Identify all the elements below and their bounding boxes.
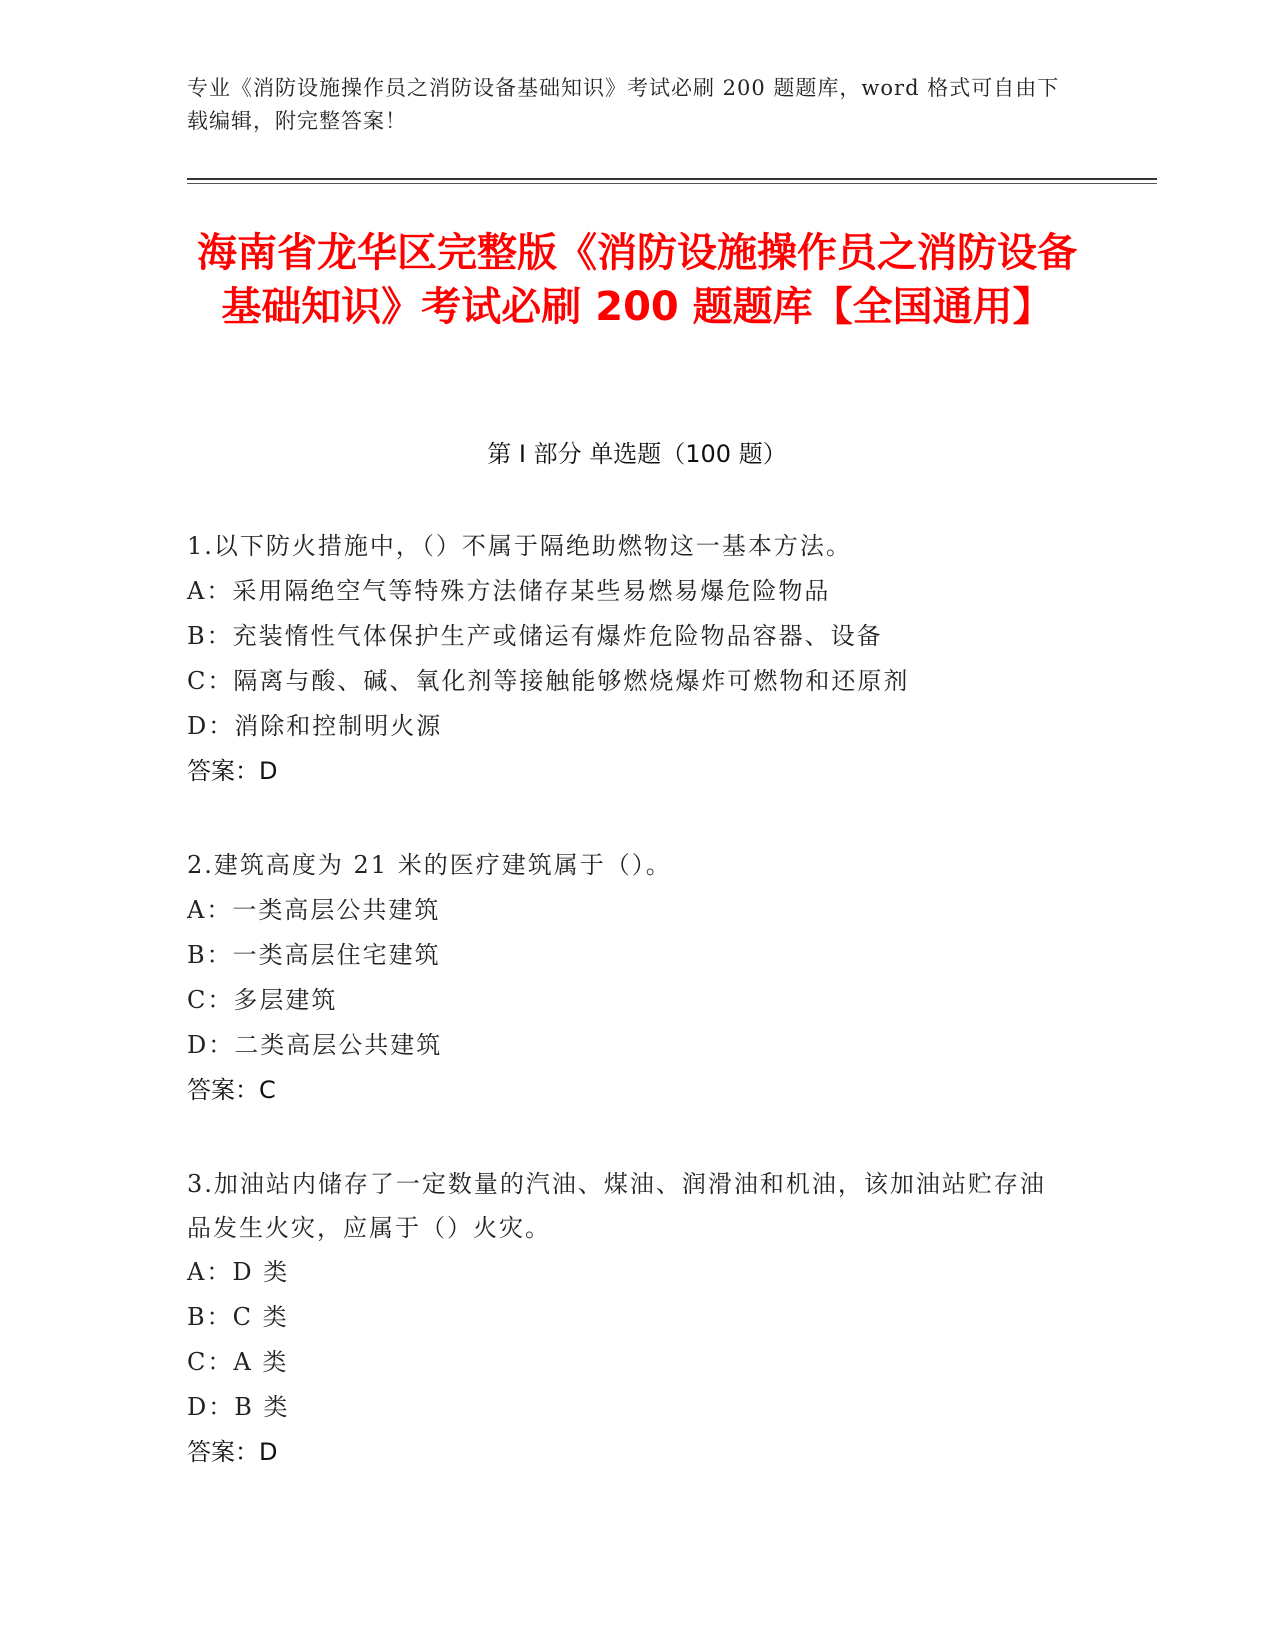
option-d: D：消除和控制明火源 [187,712,443,740]
question-stem: 3.加油站内储存了一定数量的汽油、煤油、润滑油和机油，该加油站贮存油品发生火灾，应属于（）火灾。 [187,1170,1046,1242]
option-b: B：C 类 [187,1303,289,1331]
document-title: 海南省龙华区完整版《消防设施操作员之消防设备基础知识》考试必刷 200 题题库【全国通用】 [197,230,1077,330]
option-a: A：采用隔绝空气等特殊方法储存某些易燃易爆危险物品 [187,577,831,605]
question-stem: 2.建筑高度为 21 米的医疗建筑属于（）。 [187,851,672,879]
option-c: C：A 类 [187,1348,289,1376]
question-2 [187,843,1067,1113]
header-note: 专业《消防设施操作员之消防设备基础知识》考试必刷 200 题题库，word 格式可自由下载编辑，附完整答案！ [187,76,1060,133]
question-stem: 1.以下防火措施中，（）不属于隔绝助燃物这一基本方法。 [187,532,852,560]
option-a: A：D 类 [187,1258,290,1286]
option-b: B：一类高层住宅建筑 [187,941,441,969]
question-1 [187,524,1067,794]
option-d: D：B 类 [187,1393,290,1421]
header-divider-thick [187,178,1157,180]
option-c: C：隔离与酸、碱、氧化剂等接触能够燃烧爆炸可燃物和还原剂 [187,667,910,695]
question-3 [187,1162,1067,1475]
section-heading: 第 I 部分 单选题（100 题） [487,440,787,468]
option-d: D：二类高层公共建筑 [187,1031,443,1059]
header-divider-thin [187,183,1157,184]
option-a: A：一类高层公共建筑 [187,896,441,924]
option-c: C：多层建筑 [187,986,338,1014]
answer: 答案：D [187,757,278,785]
answer: 答案：D [187,1438,278,1466]
answer: 答案：C [187,1076,276,1104]
option-b: B：充装惰性气体保护生产或储运有爆炸危险物品容器、设备 [187,622,883,650]
